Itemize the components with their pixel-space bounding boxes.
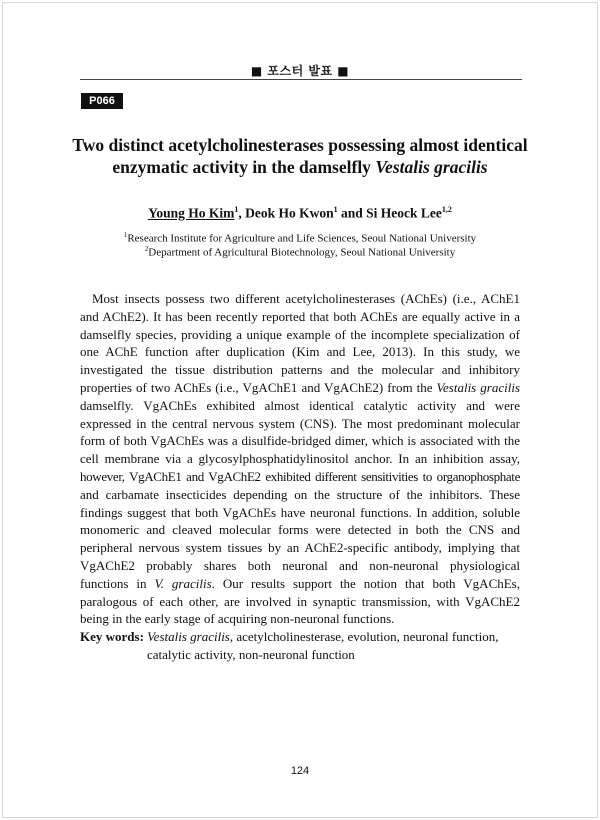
- abstract-line: expressed in the central nervous system (CNS). The most predominant molecular: [80, 415, 520, 431]
- keyword-species: Vestalis gracilis: [147, 629, 230, 644]
- abstract-line: and AChE2). It has been recently reported that both AChEs are equally active in a: [80, 308, 520, 324]
- abstract-line: paralogous of each other, are involved in synaptic transmission, with VgAChE2: [80, 593, 520, 609]
- affiliation-2: [60, 245, 540, 259]
- affiliation-text: Department of Agricultural Biotechnology, Seoul National University: [148, 246, 456, 259]
- paper-title: [60, 134, 540, 178]
- title-line-2-text: enzymatic activity in the damselfly: [112, 157, 376, 177]
- abstract-line: [80, 575, 520, 593]
- abstract-text: . Our results support the notion that both VgAChEs,: [211, 575, 520, 591]
- affiliation-text: Research Institute for Agriculture and Life Sciences, Seoul National University: [127, 232, 477, 245]
- author-name: Si Heock Lee: [366, 205, 442, 221]
- abstract-text: functions in: [80, 575, 155, 591]
- affiliation-1: [60, 231, 540, 245]
- abstract-line: [80, 379, 520, 397]
- abstract-line: damselfly. VgAChEs exhibited almost identical catalytic activity and were: [80, 397, 520, 413]
- abstract-line: being in the early stage of acquiring non-neuronal functions.: [80, 611, 395, 627]
- section-header: ■ 포스터 발표 ■: [250, 64, 350, 78]
- title-line-2: [60, 156, 540, 178]
- keywords-line-2: catalytic activity, non-neuronal function: [147, 646, 355, 662]
- author-list: [60, 205, 540, 222]
- abstract-line: monomeric and cleaved molecular forms were detected in both the CNS and: [80, 522, 520, 538]
- abstract-line: damselfly species, providing a unique example of the incomplete specialization of: [80, 326, 520, 342]
- page-number: 124: [290, 765, 310, 777]
- author-name: Young Ho Kim: [148, 205, 235, 221]
- abstract-line: Most insects possess two different acetylcholinesterases (AChEs) (i.e., AChE1: [92, 291, 520, 306]
- abstract-line: however, VgAChE1 and VgAChE2 exhibited different sensitivities to organophosphate: [80, 468, 520, 484]
- abstract-line: form of both VgAChEs was a disulfide-bridged dimer, which is associated with the: [80, 433, 520, 449]
- species-name: Vestalis gracilis: [436, 379, 520, 395]
- abstract-line: and carbamate insecticides depending on the structure of the inhibitors. These: [80, 486, 520, 502]
- species-name: V. gracilis: [154, 575, 212, 591]
- author-affiliation-mark: 1: [333, 205, 338, 214]
- abstract-line: peripheral nervous system tissues by an AChE2-specific antibody, implying that: [80, 540, 520, 556]
- affiliation-mark: 2: [144, 245, 149, 253]
- author-name: Deok Ho Kwon: [245, 205, 334, 221]
- author-affiliation-mark: 1,2: [441, 205, 452, 214]
- abstract-line: investigated the tissue distribution patterns and the molecular and inhibitory: [80, 362, 520, 378]
- title-line-1: Two distinct acetylcholinesterases possessing almost identical: [72, 135, 528, 155]
- keywords-line-1: [80, 628, 520, 646]
- keywords-text: , acetylcholinesterase, evolution, neuronal function,: [229, 629, 499, 644]
- author-affiliation-mark: 1: [234, 205, 239, 214]
- author-separator: and: [337, 205, 367, 221]
- abstract-body: [80, 290, 520, 628]
- abstract-line: cell membrane via a glycosylphosphatidylinositol anchor. In an inhibition assay,: [80, 451, 520, 467]
- abstract-text: properties of two AChEs (i.e., VgAChE1 and VgAChE2) from the: [80, 379, 437, 395]
- header-rule: [80, 79, 522, 80]
- affiliation-mark: 1: [123, 231, 128, 239]
- abstract-line: VgAChE2 probably shares both neuronal and non-neuronal physiological: [80, 557, 520, 573]
- abstract-line: one AChE function after duplication (Kim and Lee, 2013). In this study, we: [80, 344, 520, 360]
- keywords-label: Key words:: [80, 629, 148, 644]
- author-separator: ,: [238, 205, 246, 221]
- abstract-line: findings suggest that both VgAChEs have neuronal functions. In addition, soluble: [80, 504, 520, 520]
- title-species: Vestalis gracilis: [375, 157, 488, 177]
- poster-id-badge: P066: [81, 93, 123, 109]
- keywords: [80, 628, 520, 664]
